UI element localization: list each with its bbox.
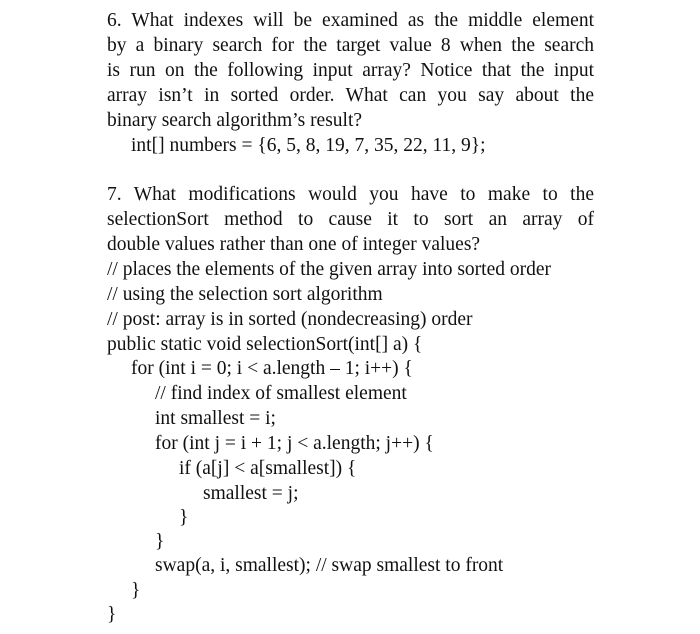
q7-line-3: double values rather than one of integer values? xyxy=(107,234,481,255)
code-if: if (a[j] < a[smallest]) { xyxy=(179,458,357,479)
q6-line-1: 6. What indexes will be examined as the middle element xyxy=(107,10,594,31)
code-comment: // places the elements of the given array into sorted order xyxy=(107,259,552,280)
q6-line-2: by a binary search for the target value 8 when the search xyxy=(107,35,594,56)
q6-code-array: int[] numbers = {6, 5, 8, 19, 7, 35, 22, 11, 9}; xyxy=(131,135,486,156)
code-brace: } xyxy=(155,531,165,552)
q6-line-4: array isn’t in sorted order. What can you say about the xyxy=(107,85,594,106)
code-comment: // using the selection sort algorithm xyxy=(107,284,383,305)
code-brace: } xyxy=(107,604,117,625)
code-statement: int smallest = i; xyxy=(155,408,276,429)
code-comment: // find index of smallest element xyxy=(155,383,407,404)
code-inner-for: for (int j = i + 1; j < a.length; j++) { xyxy=(155,433,434,454)
code-brace: } xyxy=(179,507,189,528)
q6-line-5: binary search algorithm’s result? xyxy=(107,110,363,131)
code-statement: swap(a, i, smallest); // swap smallest to front xyxy=(155,555,504,576)
code-outer-for: for (int i = 0; i < a.length – 1; i++) { xyxy=(131,358,413,379)
code-comment: // post: array is in sorted (nondecreasing) order xyxy=(107,309,473,330)
q7-line-1: 7. What modifications would you have to make to the xyxy=(107,184,594,205)
code-method-signature: public static void selectionSort(int[] a) { xyxy=(107,334,423,355)
code-brace: } xyxy=(131,580,141,601)
code-statement: smallest = j; xyxy=(203,483,299,504)
q7-line-2: selectionSort method to cause it to sort an array of xyxy=(107,209,594,230)
q6-line-3: is run on the following input array? Notice that the input xyxy=(107,60,594,81)
